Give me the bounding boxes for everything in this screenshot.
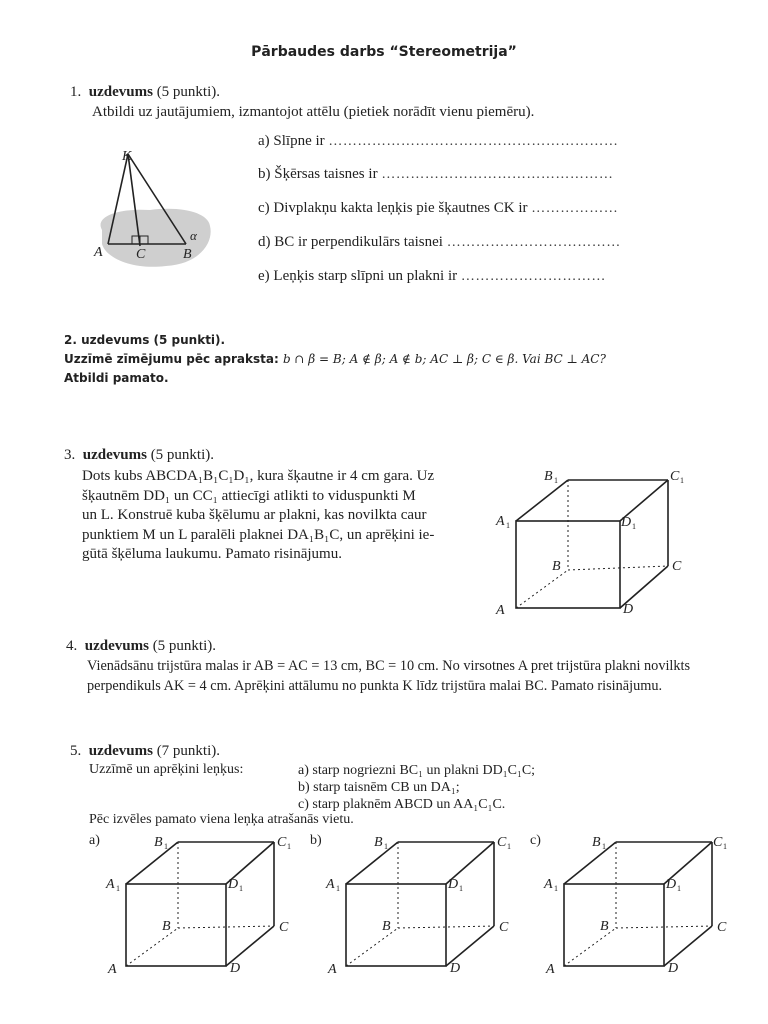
cube-b-label-d1: D	[448, 877, 459, 892]
svg-text:1: 1	[384, 842, 388, 851]
task4-text: Vienādsānu trijstūra malas ir AB = AC = 13 cm, BC = 10 cm. No virsotnes A pret trijstūra plakni novilkts perpendikuls AK = 4 cm. Aprēķini attālumu no punkta K līdz trijstūra malai BC. Pamato risinājumu.	[87, 658, 691, 694]
edge-bc-hidden	[568, 566, 668, 570]
cube-a-label-d1: D	[228, 877, 239, 892]
cube-a-label-d: D	[230, 961, 241, 976]
svg-text:1: 1	[459, 884, 463, 893]
cube-b-label-c1: C	[497, 835, 507, 850]
task5-intro: Uzzīmē un aprēķini leņķus:	[89, 762, 244, 777]
task5-cube-c	[538, 828, 738, 980]
svg-text:1: 1	[239, 884, 243, 893]
cube-label-a1: A	[496, 514, 505, 529]
cube-label-b: B	[552, 559, 561, 574]
cube-tag-a: a)	[89, 833, 100, 848]
svg-text:1: 1	[602, 842, 606, 851]
task3-heading: 3. uzdevums (5 punkti).	[64, 447, 215, 463]
task1-question-a: a) Slīpne ir ……………………………………………………	[258, 133, 619, 149]
label-alpha: α	[190, 228, 197, 243]
task5-cube-a	[100, 828, 300, 980]
cube-b-label-d: D	[450, 961, 461, 976]
cube-a-label-b1: B	[154, 835, 163, 850]
cube-b-label-c: C	[499, 920, 509, 935]
svg-text:1: 1	[554, 884, 558, 893]
svg-text:1: 1	[677, 884, 681, 893]
cube-label-c: C	[672, 559, 682, 574]
task2-line2: Atbildi pamato.	[64, 371, 169, 385]
task5-heading: 5. uzdevums (7 punkti).	[70, 743, 221, 759]
cube-label-c1: C	[670, 469, 680, 484]
task3-cube-figure	[494, 462, 694, 620]
cube-label-a: A	[496, 603, 505, 618]
cube-b-label-b1: B	[374, 835, 383, 850]
cube-label-d: D	[623, 602, 634, 617]
label-c: C	[136, 247, 146, 262]
task3-text: Dots kubs ABCDA₁B₁C₁D₁, kura šķautne ir 4 cm gara. Uz šķautnēm DD₁ un CC₁ attiecīgi atlikti to viduspunkti M un L. Konstruē kuba šķēlumu ar plakni, kas novilkta caur punktiem M un L paralēli plaknei DA₁B₁C, un aprēķini ie- gūtā šķēluma laukumu. Pamato risinājumu.	[82, 468, 435, 562]
cube-a-label-a: A	[108, 962, 117, 977]
cube-label-b1: B	[544, 469, 553, 484]
cube-a-label-b: B	[162, 919, 171, 934]
svg-text:1: 1	[116, 884, 120, 893]
cube-b-label-a1: A	[326, 877, 335, 892]
task1-question-c: c) Divplakņu kakta leņķis pie šķautnes CK ir ………………	[258, 200, 619, 216]
task1-instruction: Atbildi uz jautājumiem, izmantojot attēlu (pietiek norādīt vienu piemēru).	[92, 104, 535, 120]
cube-b-label-a: A	[328, 962, 337, 977]
cube-c-label-a: A	[546, 962, 555, 977]
cube-a-label-c1: C	[277, 835, 287, 850]
task1-pyramid-figure	[80, 140, 230, 280]
svg-text:1: 1	[680, 476, 684, 485]
task1-question-d: d) BC ir perpendikulārs taisnei ………………………………	[258, 234, 621, 250]
cube-tag-c: c)	[530, 833, 541, 848]
cube-tag-b: b)	[310, 833, 322, 848]
svg-text:1: 1	[506, 521, 510, 530]
task1-question-b: b) Šķērsas taisnes ir …………………………………………	[258, 166, 614, 182]
task5-note: Pēc izvēles pamato viena leņķa atrašanās vietu.	[89, 812, 354, 827]
task1-heading: 1. uzdevums (5 punkti).	[70, 84, 221, 100]
svg-text:1: 1	[723, 842, 727, 851]
cube-c-label-c: C	[717, 920, 727, 935]
svg-text:1: 1	[507, 842, 511, 851]
cube-c-label-b1: B	[592, 835, 601, 850]
cube-c-label-b: B	[600, 919, 609, 934]
svg-text:1: 1	[287, 842, 291, 851]
cube-c-label-a1: A	[544, 877, 553, 892]
cube-c-label-d1: D	[666, 877, 677, 892]
task4-heading: 4. uzdevums (5 punkti).	[66, 638, 217, 654]
svg-text:1: 1	[336, 884, 340, 893]
cube-c-label-c1: C	[713, 835, 723, 850]
svg-text:1: 1	[554, 476, 558, 485]
page-title: Pārbaudes darbs “Stereometrija”	[251, 44, 517, 60]
cube-c-label-d: D	[668, 961, 679, 976]
cube-label-d1: D	[621, 515, 632, 530]
label-b: B	[183, 247, 192, 262]
edge-a1b1	[516, 480, 568, 521]
task2-line1: Uzzīmē zīmējumu pēc apraksta: b ∩ β = B; A ∉ β; A ∉ b; AC ⊥ β; C ∈ β. Vai BC ⊥ AC?	[64, 352, 606, 366]
svg-text:1: 1	[632, 522, 636, 531]
label-a: A	[94, 245, 103, 260]
label-k: K	[122, 149, 132, 164]
cube-a-label-c: C	[279, 920, 289, 935]
edge-ab-hidden	[516, 570, 568, 608]
task5-cube-b	[320, 828, 520, 980]
cube-b-label-b: B	[382, 919, 391, 934]
cube-a-label-a1: A	[106, 877, 115, 892]
cube-front-face	[516, 521, 620, 608]
task1-question-e: e) Leņķis starp slīpni un plakni ir …………………………	[258, 268, 606, 284]
svg-text:1: 1	[164, 842, 168, 851]
task2-heading: 2. uzdevums (5 punkti).	[64, 333, 226, 347]
task5-items: a) starp nogriezni BC₁ un plakni DD₁C₁C; b) starp taisnēm CB un DA₁; c) starp plaknēm ABCD un AA₁C₁C.	[298, 763, 536, 812]
